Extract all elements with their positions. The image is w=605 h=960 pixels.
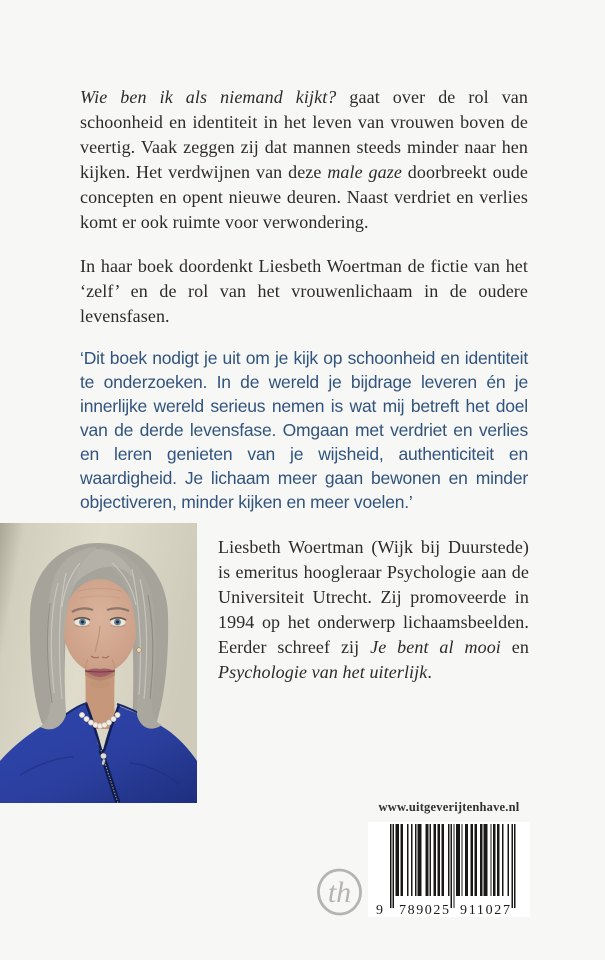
barcode-digit-first: 9 [376,903,383,917]
bio-paragraph: Liesbeth Woertman (Wijk bij Duurstede) is emeritus hoogleraar Psychologie aan de Universiteit Utrecht. Zij promoveerde in 1994 op het onderwerp lichaamsbeelden. Eerder schreef zij Je bent al mooi en Psychologie van het uiterlijk. [218,537,529,682]
barcode [368,822,530,917]
website-url: www.uitgeverijtenhave.nl [378,800,520,814]
barcode-digits-left: 789025 [399,903,449,917]
earring [137,648,142,653]
theme-paragraph: In haar boek doordenkt Liesbeth Woertman de fictie van het ‘zelf’ en de rol van het vrouwenlichaam in de oudere levensfasen. [80,256,528,326]
zipper-pull [100,753,106,759]
author-photo [0,523,197,803]
quote-paragraph: ‘Dit boek nodigt je uit om je kijk op schoonheid en identiteit te onderzoeken. In de wereld je bijdrage leveren én je innerlijke wereld serieus nemen is wat mij betreft het doel van de derde levensfase. Omgaan met verdriet en verlies en leren genieten van je wijsheid, authenticiteit en waardigheid. Je lichaam meer gaan bewonen en minder objectiveren, minder kijken en meer voelen.’ [80,347,528,512]
logo-monogram: th [327,876,352,909]
intro-paragraph: Wie ben ik als niemand kijkt? gaat over de rol van schoonheid en identiteit in het leven van vrouwen boven de veertig. Vaak zeggen zij dat mannen steeds minder naar hen kijken. Het verdwijnen van deze male gaze doorbreekt oude concepten en opent nieuwe deuren. Naast verdriet en verlies komt er ook ruimte voor verwondering. [80,87,528,232]
barcode-bars [390,824,515,908]
barcode-digits-right: 911027 [460,903,510,917]
publisher-th-logo-icon [316,868,363,916]
